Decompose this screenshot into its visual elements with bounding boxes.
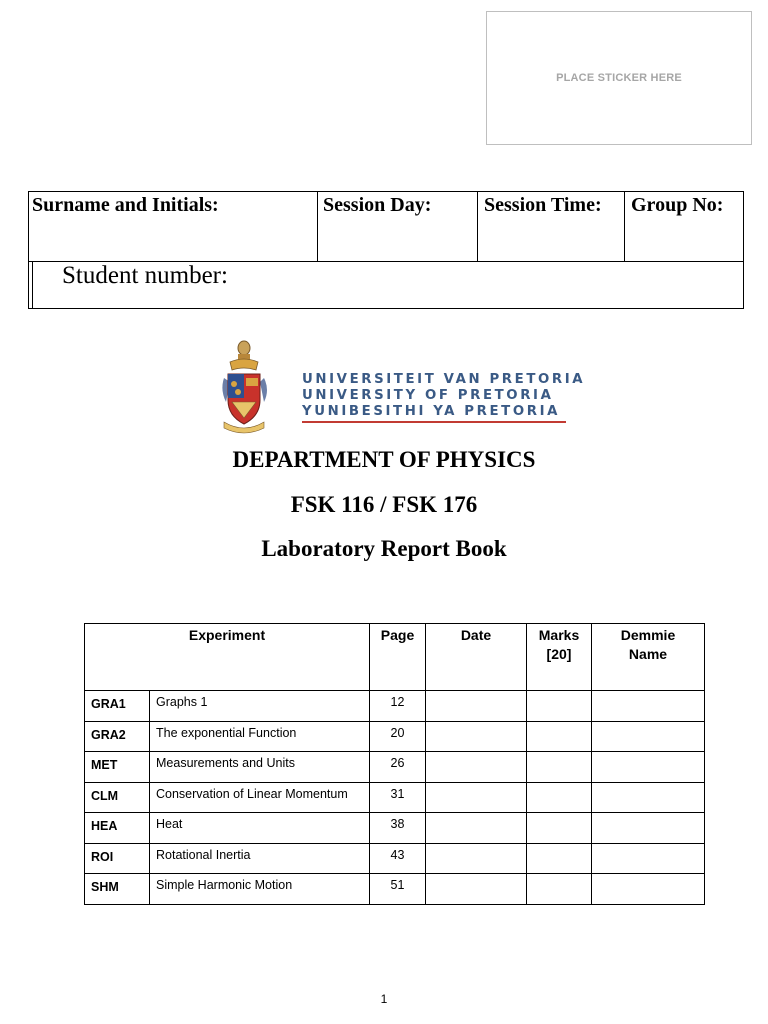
experiment-page: 31 [370, 782, 426, 813]
experiment-code: ROI [85, 843, 150, 874]
university-name-afrikaans: UNIVERSITEIT VAN PRETORIA [302, 372, 586, 387]
experiment-name: Heat [150, 813, 370, 844]
experiment-name: Rotational Inertia [150, 843, 370, 874]
date-cell[interactable] [426, 752, 527, 783]
experiment-page: 26 [370, 752, 426, 783]
demmie-name-cell[interactable] [592, 691, 705, 722]
experiment-name: The exponential Function [150, 721, 370, 752]
department-title: DEPARTMENT OF PHYSICS [232, 447, 536, 472]
experiment-page: 38 [370, 813, 426, 844]
table-row [85, 874, 705, 905]
date-cell[interactable] [426, 721, 527, 752]
table-header-row [85, 624, 705, 691]
student-number-inner-border [32, 261, 33, 308]
experiment-name: Conservation of Linear Momentum [150, 782, 370, 813]
experiment-code: MET [85, 752, 150, 783]
demmie-name-cell[interactable] [592, 721, 705, 752]
experiment-code: GRA2 [85, 721, 150, 752]
experiment-code: SHM [85, 874, 150, 905]
table-row [85, 813, 705, 844]
experiment-page: 12 [370, 691, 426, 722]
university-name-sepedi: YUNIBESITHI YA PRETORIA [302, 404, 561, 419]
header-marks: Marks [20] [527, 624, 592, 691]
experiment-page: 51 [370, 874, 426, 905]
crest-icon [220, 338, 286, 434]
experiment-code: CLM [85, 782, 150, 813]
university-logo [220, 338, 586, 434]
table-row [85, 782, 705, 813]
marks-cell[interactable] [527, 782, 592, 813]
date-cell[interactable] [426, 782, 527, 813]
date-cell[interactable] [426, 691, 527, 722]
university-name [302, 372, 585, 420]
course-title: FSK 116 / FSK 176 [290, 492, 478, 517]
marks-cell[interactable] [527, 691, 592, 722]
table-row [85, 721, 705, 752]
header-demmie-name: Demmie Name [592, 624, 705, 691]
marks-cell[interactable] [527, 813, 592, 844]
experiment-page: 43 [370, 843, 426, 874]
info-header-row [29, 192, 743, 262]
demmie-name-cell[interactable] [592, 813, 705, 844]
marks-cell[interactable] [527, 721, 592, 752]
university-name-english: UNIVERSITY OF PRETORIA [302, 388, 554, 403]
marks-cell[interactable] [527, 752, 592, 783]
demmie-name-cell[interactable] [592, 752, 705, 783]
surname-field[interactable]: Surname and Initials: [29, 192, 318, 261]
date-cell[interactable] [426, 813, 527, 844]
marks-cell[interactable] [527, 843, 592, 874]
table-row [85, 691, 705, 722]
demmie-name-cell[interactable] [592, 874, 705, 905]
sticker-box [486, 11, 752, 145]
marks-cell[interactable] [527, 874, 592, 905]
experiment-name: Measurements and Units [150, 752, 370, 783]
table-row [85, 752, 705, 783]
experiment-name: Simple Harmonic Motion [150, 874, 370, 905]
session-time-field[interactable]: Session Time: [478, 192, 625, 261]
date-cell[interactable] [426, 843, 527, 874]
sticker-label: PLACE STICKER HERE [556, 72, 682, 84]
group-number-field[interactable]: Group No: [631, 194, 724, 216]
experiments-table [84, 623, 705, 905]
header-experiment: Experiment [85, 624, 370, 691]
date-cell[interactable] [426, 874, 527, 905]
student-info-table [28, 191, 744, 309]
book-title: Laboratory Report Book [261, 536, 507, 561]
student-number-row[interactable] [29, 261, 743, 308]
experiment-page: 20 [370, 721, 426, 752]
experiment-code: GRA1 [85, 691, 150, 722]
experiment-name: Graphs 1 [150, 691, 370, 722]
table-row [85, 843, 705, 874]
experiment-code: HEA [85, 813, 150, 844]
header-date: Date [426, 624, 527, 691]
session-day-field[interactable]: Session Day: [318, 192, 478, 261]
header-page: Page [370, 624, 426, 691]
demmie-name-cell[interactable] [592, 843, 705, 874]
page-number: 1 [380, 992, 388, 1006]
logo-underline [302, 421, 566, 423]
demmie-name-cell[interactable] [592, 782, 705, 813]
student-number-label: Student number: [62, 262, 228, 289]
